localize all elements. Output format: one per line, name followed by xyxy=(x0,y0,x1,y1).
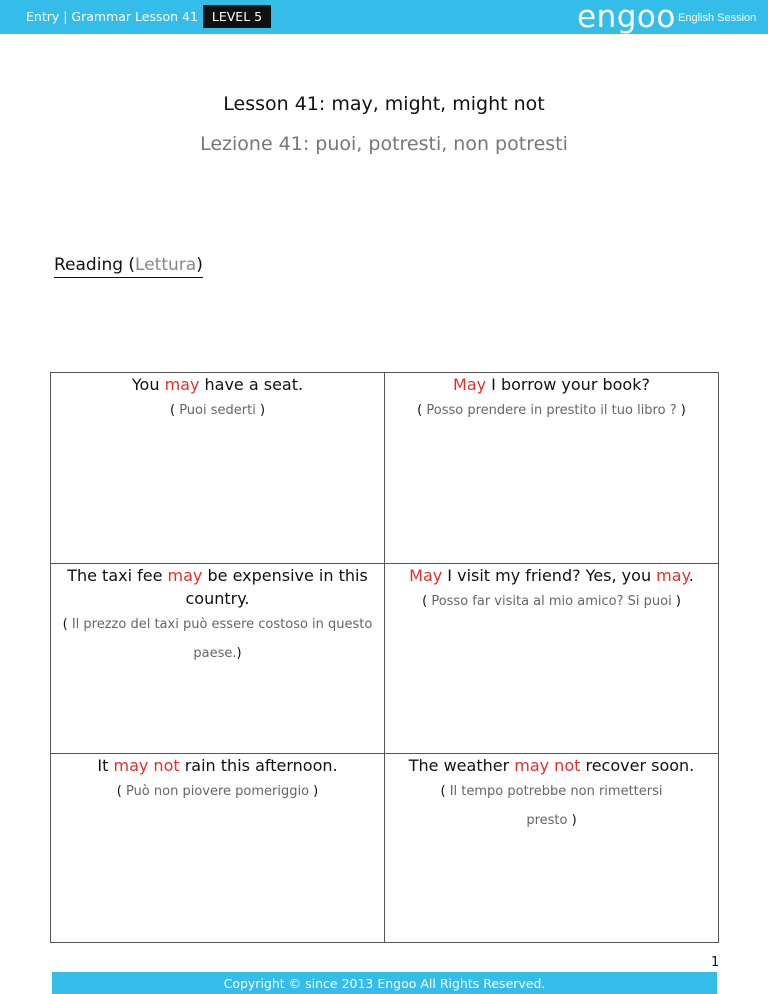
italian-translation: ( Il tempo potrebbe non rimettersi presto ) xyxy=(440,784,663,828)
section-label: Reading ( xyxy=(54,255,136,275)
italian-translation: ( Il prezzo del taxi può essere costoso in questo paese.) xyxy=(62,617,373,661)
section-close: ) xyxy=(196,255,203,275)
keyword-highlight: may not xyxy=(514,756,581,775)
engoo-logo: engoo xyxy=(577,0,676,35)
keyword-highlight: may not xyxy=(113,756,180,775)
italian-translation: ( Posso far visita al mio amico? Si puoi ) xyxy=(422,594,681,609)
reading-card xyxy=(385,754,719,943)
keyword-highlight: May xyxy=(409,566,443,585)
tagline: English Session xyxy=(678,12,757,24)
page-number: 1 xyxy=(711,955,720,970)
reading-card xyxy=(51,564,385,754)
italian-translation: ( Puoi sederti ) xyxy=(169,403,266,418)
keyword-highlight: may xyxy=(164,375,200,394)
lesson-title: Lesson 41: may, might, might not xyxy=(223,93,545,115)
keyword-highlight: may xyxy=(167,566,203,585)
reading-table xyxy=(50,372,719,943)
copyright-text: Copyright © since 2013 Engoo All Rights Reserved. xyxy=(223,976,546,991)
italian-translation: ( Può non piovere pomeriggio ) xyxy=(116,784,319,799)
section-label-italian: Lettura xyxy=(135,255,197,275)
reading-card xyxy=(51,754,385,943)
english-sentence: The weather may not recover soon. xyxy=(408,756,695,775)
level-badge: LEVEL 5 xyxy=(203,5,271,28)
reading-card xyxy=(385,373,719,564)
english-sentence: May I borrow your book? xyxy=(453,375,650,394)
footer-bar xyxy=(52,972,717,994)
keyword-highlight: May xyxy=(453,375,487,394)
italian-translation: ( Posso prendere in prestito il tuo libro ? ) xyxy=(417,403,686,418)
english-sentence: May I visit my friend? Yes, you may. xyxy=(409,566,694,585)
header-bar xyxy=(0,0,768,34)
lesson-subtitle: Lezione 41: puoi, potresti, non potresti xyxy=(200,133,568,155)
reading-card xyxy=(385,564,719,754)
section-heading-reading xyxy=(54,255,203,278)
breadcrumb: Entry | Grammar Lesson 41 xyxy=(26,9,198,24)
keyword-highlight: may xyxy=(656,566,689,585)
english-sentence: You may have a seat. xyxy=(131,375,304,394)
english-sentence: It may not rain this afternoon. xyxy=(97,756,338,775)
english-sentence: The taxi fee may be expensive in this country. xyxy=(67,566,368,608)
reading-card xyxy=(51,373,385,564)
